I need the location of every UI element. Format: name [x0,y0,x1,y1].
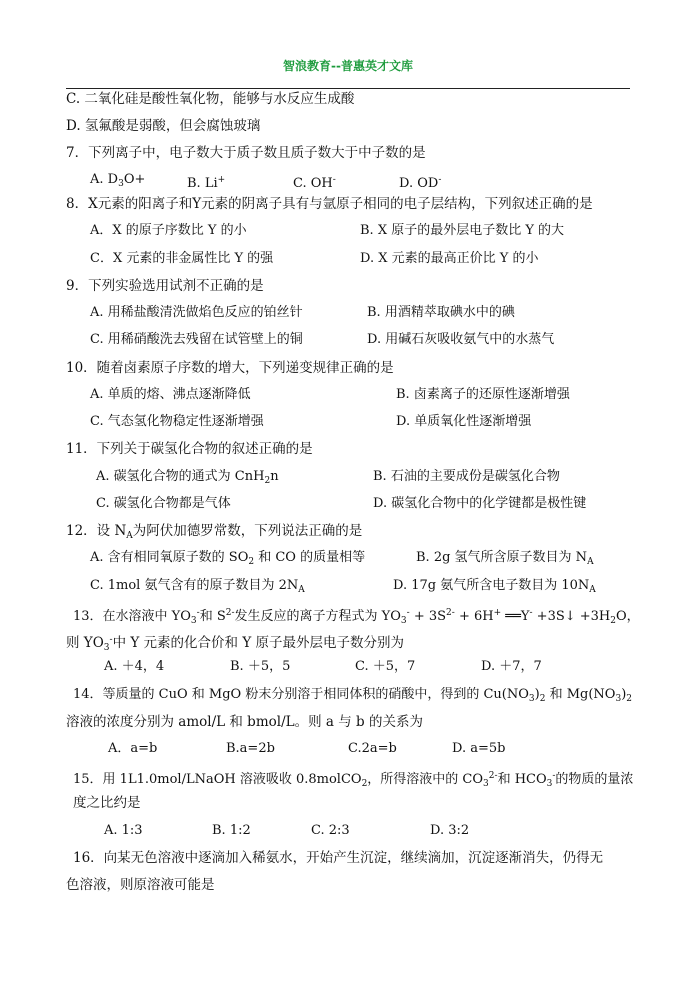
q8-option-c: C．X 元素的非金属性比 Y 的强 [90,251,274,266]
q8-option-a: A．X 的原子序数比 Y 的小 [90,223,247,238]
q13-stem-line2: 则 $YO_3^-$中 Y 元素的化合价和 Y 原子最外层电子数分别为 [66,635,405,653]
q11-stem: 11．下列关于碳氢化合物的叙述正确的是 [66,441,313,457]
q9-option-d: D. 用碱石灰吸收氨气中的水蒸气 [367,332,555,347]
q7-option-a: A. $D_3O+$ [90,172,146,189]
q12-option-d: D. 17g 氨气所含电子数目为 $10N_A$ [393,578,596,595]
q10-option-a: A. 单质的熔、沸点逐渐降低 [90,387,251,402]
q9-option-b: B. 用酒精萃取碘水中的碘 [367,305,515,320]
q16-stem-line2: 色溶液，则原溶液可能是 [66,877,215,893]
q6-option-d: D. 氢氟酸是弱酸，但会腐蚀玻璃 [66,118,261,134]
q14-option-c: C.2a=b [348,741,397,756]
q6-option-c: C. 二氧化硅是酸性氧化物，能够与水反应生成酸 [66,91,355,107]
header-rule [66,88,630,89]
q10-stem: 10．随着卤素原子序数的增大，下列递变规律正确的是 [66,360,394,376]
q13-option-a: A. ＋4，4 [104,659,165,674]
q13-stem-line1: 13．在水溶液中 $YO_3^-$和 $S^{2-}$发生反应的离子方程式为 $YO_3^- + 3S^{2-} + 6H^+$ ══Y- +3S↓ $+3H_2O$， [73,608,640,626]
q15-stem-line2: 度之比约是 [73,795,141,811]
q9-option-a: A. 用稀盐酸清洗做焰色反应的铂丝针 [90,305,303,320]
q8-stem: 8．X元素的阳离子和Y元素的阴离子具有与氩原子相同的电子层结构，下列叙述正确的是 [66,196,593,212]
q7-option-c: C. OH- [293,175,336,191]
q8-option-b: B. X 原子的最外层电子数比 Y 的大 [360,223,565,238]
q15-option-a: A. 1:3 [104,823,143,838]
q12-option-c: C. 1mol 氨气含有的原子数目为 $2N_A$ [90,578,305,595]
q14-stem-line1: 14．等质量的 CuO 和 MgO 粉末分别溶于相同体积的硝酸中，得到的 $Cu(NO_3)_2$ 和 $Mg(NO_3)_2$ [73,687,633,704]
q11-option-b: B. 石油的主要成份是碳氢化合物 [373,469,560,484]
q15-stem-line1: 15．用 1L1.0mol/LNaOH 溶液吸收 0.8molCO$_2$，所得溶液中的 $CO_3^{2-}$和 $HCO_3^-$的物质的量浓 [73,771,634,789]
q7-option-b: B. Li+ [187,175,226,191]
q7-option-d: D. OD- [399,175,442,191]
q11-option-d: D. 碳氢化合物中的化学键都是极性键 [373,496,587,511]
q8-option-d: D. X 元素的最高正价比 Y 的小 [360,251,539,266]
q13-option-d: D. ＋7，7 [481,659,542,674]
q15-option-c: C. 2:3 [311,823,350,838]
q9-stem: 9．下列实验选用试剂不正确的是 [66,278,264,294]
q15-option-b: B. 1:2 [212,823,251,838]
q12-stem: 12．设 $N_A$为阿伏加德罗常数，下列说法正确的是 [66,523,363,541]
q7-stem: 7．下列离子中，电子数大于质子数且质子数大于中子数的是 [66,145,426,161]
q13-option-c: C. ＋5，7 [355,659,416,674]
q13-option-b: B. ＋5，5 [230,659,291,674]
q10-option-c: C. 气态氢化物稳定性逐渐增强 [90,414,264,429]
page-header: 智浪教育--普惠英才文库 [283,59,413,73]
q12-option-b: B. 2g 氢气所含原子数目为 $N_A$ [416,550,594,567]
q12-option-a: A. 含有相同氧原子数的 $SO_2$ 和 CO 的质量相等 [90,550,366,567]
q14-stem-line2: 溶液的浓度分别为 amol/L 和 bmol/L。则 a 与 b 的关系为 [66,714,423,730]
q10-option-b: B. 卤素离子的还原性逐渐增强 [396,387,570,402]
q14-option-a: A．a=b [108,741,158,756]
q15-option-d: D. 3:2 [430,823,470,838]
q11-option-a: A. 碳氢化合物的通式为 CnH$_2$n [96,469,279,486]
q14-option-b: B.a=2b [226,741,275,756]
q14-option-d: D. a=5b [452,741,506,756]
q9-option-c: C. 用稀硝酸洗去残留在试管壁上的铜 [90,332,303,347]
q11-option-c: C. 碳氢化合物都是气体 [96,496,231,511]
q16-stem-line1: 16．向某无色溶液中逐滴加入稀氨水，开始产生沉淀，继续滴加，沉淀逐渐消失，仍得无 [73,850,604,866]
q10-option-d: D. 单质氧化性逐渐增强 [396,414,532,429]
